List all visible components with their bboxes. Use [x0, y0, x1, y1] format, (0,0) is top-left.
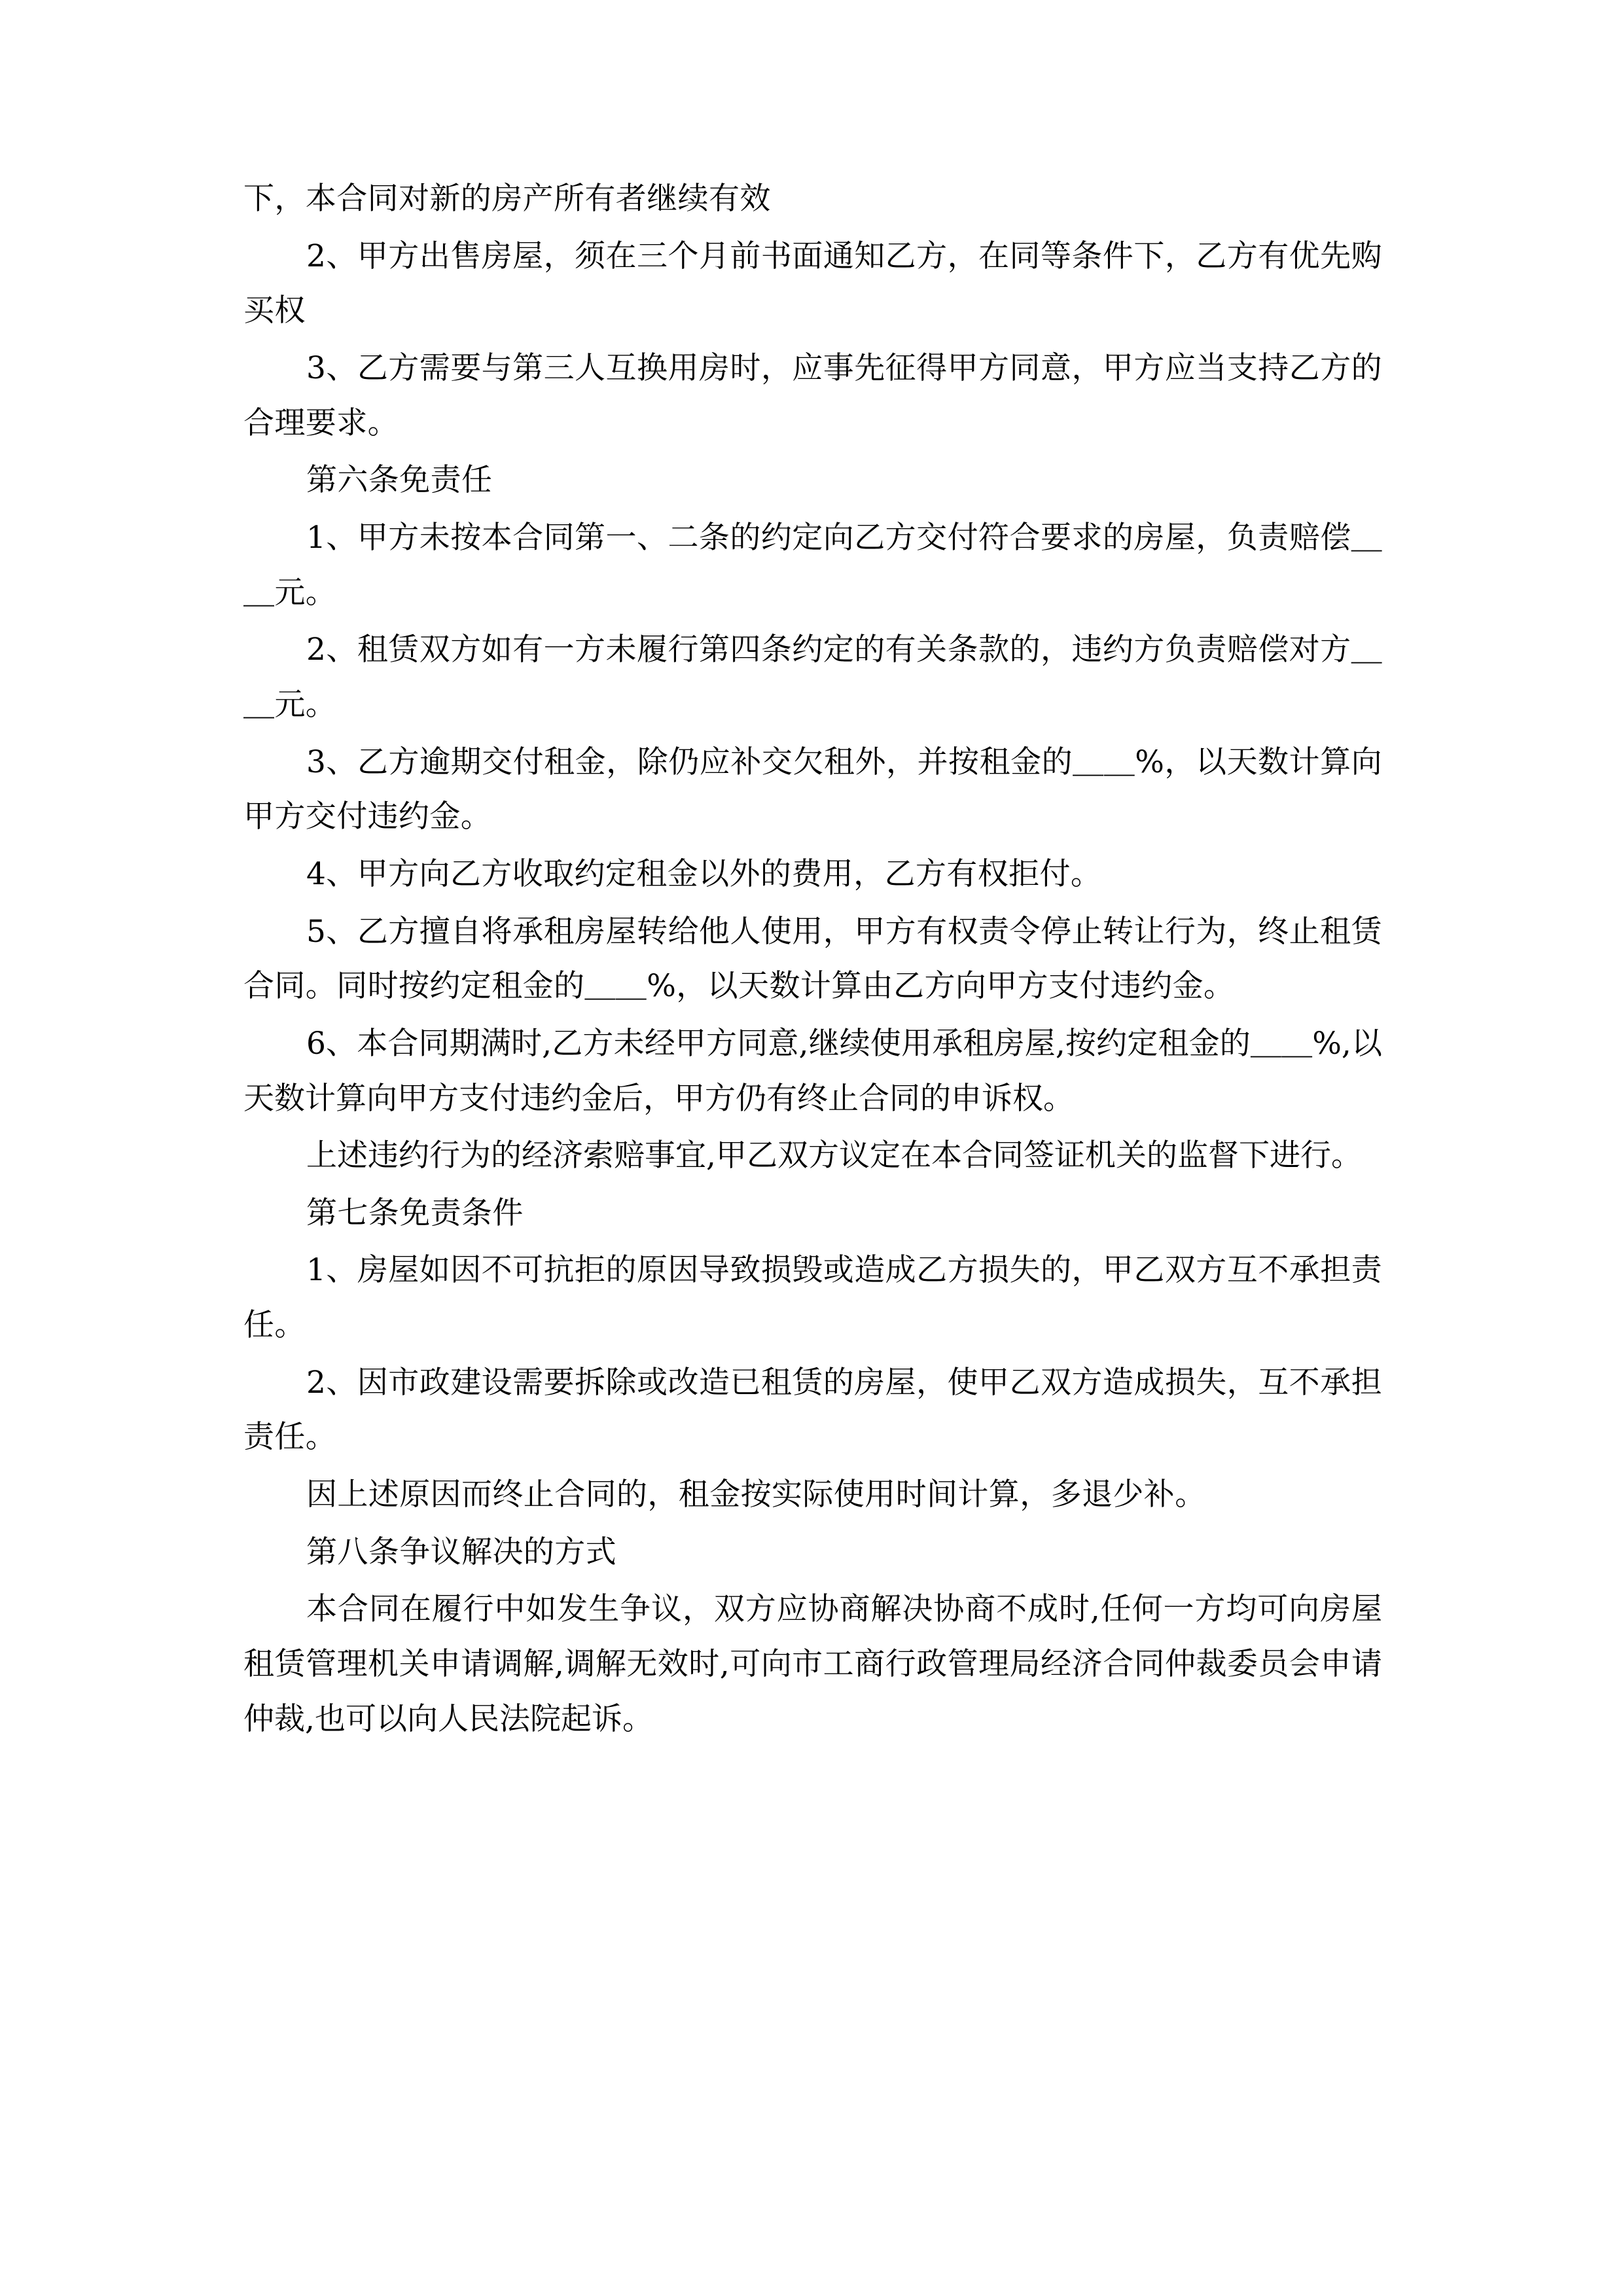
clause-eight-body: 本合同在履行中如发生争议，双方应协商解决协商不成时,任何一方均可向房屋租赁管理机关申请调解,调解无效时,可向市工商行政管理局经济合同仲裁委员会申请仲裁,也可以向人民法院起诉。	[243, 1591, 1382, 1737]
clause-seven-summary: 因上述原因而终止合同的，租金按实际使用时间计算，多退少补。	[306, 1477, 1206, 1513]
document-body	[243, 171, 1382, 1749]
clause-six-item-5: 5、乙方擅自将承租房屋转给他人使用，甲方有权责令停止转让行为，终止租赁合同。同时按约定租金的＿＿%，以天数计算由乙方向甲方支付违约金。	[243, 913, 1382, 1005]
clause-six-item-2: 2、租赁双方如有一方未履行第四条约定的有关条款的，违约方负责赔偿对方＿＿元。	[243, 632, 1382, 723]
clause-six-summary: 上述违约行为的经济索赔事宜,甲乙双方议定在本合同签证机关的监督下进行。	[306, 1138, 1362, 1174]
clause-six-item-3: 3、乙方逾期交付租金，除仍应补交欠租外，并按租金的＿＿%，以天数计算向甲方交付违约金。	[243, 744, 1382, 835]
clause-six-item-6: 6、本合同期满时,乙方未经甲方同意,继续使用承租房屋,按约定租金的＿＿%,以天数计算向甲方支付违约金后，甲方仍有终止合同的申诉权。	[243, 1025, 1382, 1117]
section-heading-seven: 第七条免责条件	[306, 1194, 524, 1231]
clause-seven-item-2: 2、因市政建设需要拆除或改造已租赁的房屋，使甲乙双方造成损失，互不承担责任。	[243, 1364, 1382, 1456]
section-heading-eight: 第八条争议解决的方式	[306, 1534, 616, 1570]
clause-seven-item-1: 1、房屋如因不可抗拒的原因导致损毁或造成乙方损失的，甲乙双方互不承担责任。	[243, 1252, 1382, 1344]
clause-six-item-1: 1、甲方未按本合同第一、二条的约定向乙方交付符合要求的房屋，负责赔偿＿＿元。	[243, 519, 1382, 611]
paragraph-continuation: 下，本合同对新的房产所有者继续有效	[243, 181, 771, 217]
clause-five-item-2: 2、甲方出售房屋，须在三个月前书面通知乙方，在同等条件下，乙方有优先购买权	[243, 238, 1382, 329]
clause-six-item-4: 4、甲方向乙方收取约定租金以外的费用，乙方有权拒付。	[306, 855, 1102, 892]
clause-five-item-3: 3、乙方需要与第三人互换用房时，应事先征得甲方同意，甲方应当支持乙方的合理要求。	[243, 350, 1382, 441]
section-heading-six: 第六条免责任	[306, 462, 493, 499]
